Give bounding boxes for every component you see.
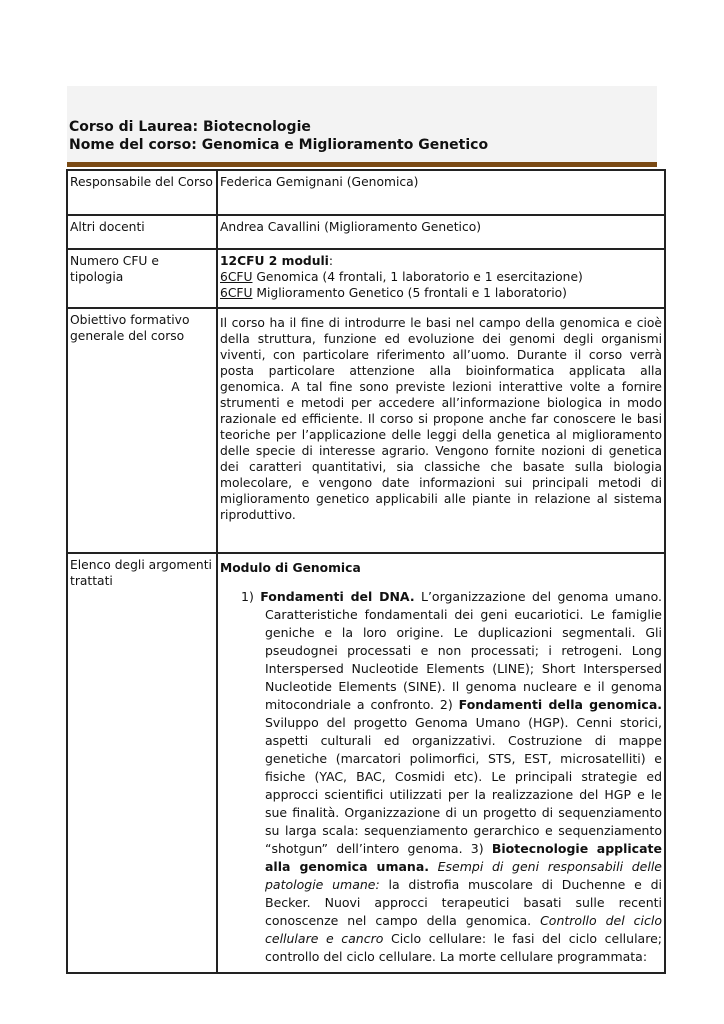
topic-italic: Esempi di geni responsabili delle patologie umane: bbox=[265, 859, 662, 892]
topic-heading: Biotecnologie applicate alla genomica umana. bbox=[265, 841, 662, 874]
topic-text: Sviluppo del progetto Genoma Umano (HGP). Cenni storici, aspetti culturali ed organizzativi. Costruzione di mappe genetiche (marcatori polimorfici, STS, EST, microsatelliti) e fisiche (YAC, BAC, Cosmidi etc). Le principali strategie ed approcci scientifici utilizzati per la realizzazione del HGP e le sue finalità. Organizzazione di un progetto di sequenziamento su larga scala: sequenziamento gerarchico e sequenziamento “shotgun” dell’intero genoma. 3) bbox=[265, 715, 662, 856]
cfu-desc: Genomica (4 frontali, 1 laboratorio e 1 esercitazione) bbox=[252, 270, 583, 284]
cfu-line-miglioramento bbox=[220, 285, 662, 301]
degree-title: Corso di Laurea: Biotecnologie bbox=[69, 119, 311, 135]
cfu-title bbox=[220, 253, 662, 269]
topic-text: L’organizzazione del genoma umano. Caratteristiche fondamentali dei geni eucariotici. Le famiglie geniche e la loro origine. Le duplicazioni segmentali. Gli pseudognei processati e non processati; i retrogeni. Long Interspersed Nucleotide Elements (LINE); Short Interspersed Nucleotide Elements (SINE). Il genoma nucleare e il genoma mitocondriale a confronto. 2) bbox=[265, 589, 662, 712]
row-responsabile bbox=[67, 170, 665, 215]
value-obiettivo: Il corso ha il fine di introdurre le basi nel campo della genomica e cioè della struttura, funzione ed evoluzione dei genomi degli organismi viventi, con particolare riferimento all’uomo. Durante il corso verrà posta particolare attenzione alla bioinformatica applicata alla genomica. A tal fine sono previste lezioni interattive volte a fornire strumenti e metodi per accedere all’informazione biologica in modo razionale ed efficiente. Il corso si propone anche far conoscere le basi teoriche per l’applicazione delle leggi della genetica al miglioramento delle specie di interesse agrario. Vengono fornite nozioni di genetica dei caratteri quantitativi, sia classiche che basate sulla biologia molecolare, e vengono date informazioni sui principali metodi di miglioramento genetico applicabili alle piante in relazione al sistema riproduttivo. bbox=[217, 308, 665, 553]
topics-list bbox=[241, 588, 662, 966]
module-title: Modulo di Genomica bbox=[220, 561, 361, 575]
row-argomenti bbox=[67, 553, 665, 973]
label-obiettivo: Obiettivo formativo generale del corso bbox=[67, 308, 217, 553]
value-argomenti bbox=[217, 553, 665, 973]
label-cfu: Numero CFU e tipologia bbox=[67, 249, 217, 308]
cfu-amount: 6CFU bbox=[220, 270, 253, 284]
topic-text: la distrofia muscolare di Duchenne e di Becker. Nuovi approcci terapeutici basati sulle recenti conoscenze nel campo della genomica. bbox=[265, 877, 662, 928]
course-info-table bbox=[66, 169, 666, 974]
cfu-amount: 6CFU bbox=[220, 286, 253, 300]
topic-number: 1) bbox=[241, 589, 261, 604]
value-cfu bbox=[217, 249, 665, 308]
label-altri-docenti: Altri docenti bbox=[67, 215, 217, 249]
topic-italic: Controllo del ciclo cellulare e cancro bbox=[265, 913, 663, 946]
row-obiettivo bbox=[67, 308, 665, 553]
label-argomenti: Elenco degli argomenti trattati bbox=[67, 553, 217, 973]
topic-heading: Fondamenti della genomica. bbox=[458, 697, 663, 712]
topic-heading: Fondamenti del DNA. bbox=[260, 589, 415, 604]
cfu-desc: Miglioramento Genetico (5 frontali e 1 laboratorio) bbox=[252, 286, 567, 300]
value-altri-docenti: Andrea Cavallini (Miglioramento Genetico) bbox=[217, 215, 665, 249]
cfu-title-colon: : bbox=[328, 254, 334, 268]
cfu-title-bold: 12CFU 2 moduli bbox=[220, 254, 329, 268]
value-responsabile: Federica Gemignani (Genomica) bbox=[217, 170, 665, 215]
course-title: Nome del corso: Genomica e Miglioramento Genetico bbox=[69, 137, 489, 153]
row-cfu bbox=[67, 249, 665, 308]
label-responsabile: Responsabile del Corso bbox=[67, 170, 217, 215]
row-altri-docenti bbox=[67, 215, 665, 249]
cfu-line-genomica bbox=[220, 269, 662, 285]
topic-text: Ciclo cellulare: le fasi del ciclo cellulare; controllo del ciclo cellulare. La morte cellulare programmata: bbox=[265, 931, 662, 964]
header-divider bbox=[67, 162, 657, 167]
